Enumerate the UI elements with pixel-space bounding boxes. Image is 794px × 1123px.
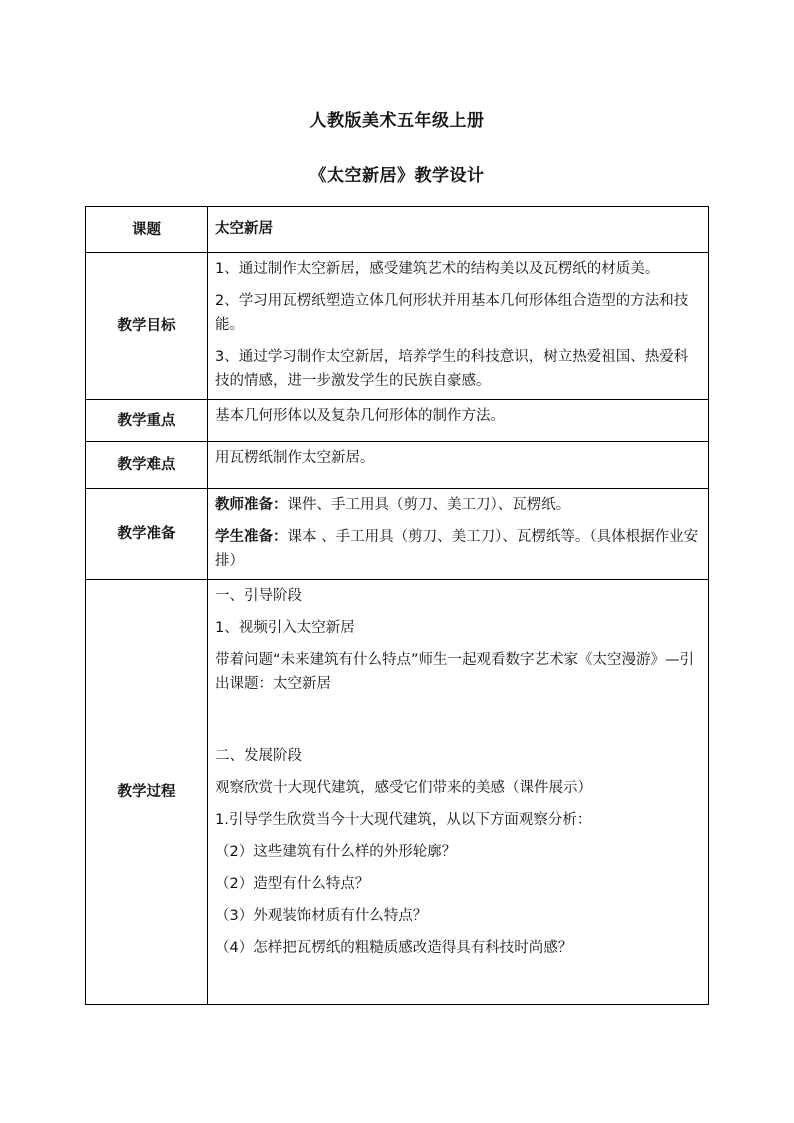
row-focus	[86, 400, 709, 442]
focus-label: 教学重点	[86, 400, 208, 442]
teacher-prep	[215, 493, 702, 517]
student-prep-text: 课本 、手工用具（剪刀、美工刀）、瓦楞纸等。（具体根据作业安排）	[215, 529, 699, 569]
goal-item: 1、通过制作太空新居，感受建筑艺术的结构美以及瓦楞纸的材质美。	[215, 261, 660, 277]
student-prep	[215, 525, 702, 573]
spacer	[215, 704, 702, 744]
topic-value: 太空新居	[215, 220, 273, 237]
stage2-step1: 1.引导学生欣赏当今十大现代建筑，从以下方面观察分析：	[215, 812, 592, 828]
question-item: （4）怎样把瓦楞纸的粗糙质感改造得具有科技时尚感？	[215, 940, 573, 956]
difficulty-label: 教学难点	[86, 442, 208, 489]
stage1-desc: 带着问题“未来建筑有什么特点”师生一起观看数字艺术家《太空漫游》—引出课题：太空新居	[215, 652, 695, 692]
difficulty-value: 用瓦楞纸制作太空新居。	[215, 450, 375, 466]
row-topic	[86, 207, 709, 253]
topic-label: 课题	[86, 207, 208, 253]
process-label: 教学过程	[86, 580, 208, 1005]
row-process	[86, 580, 709, 1005]
document-subtitle: 《太空新居》教学设计	[309, 166, 485, 186]
goals-label: 教学目标	[86, 253, 208, 400]
teacher-prep-label: 教师准备：	[215, 497, 288, 513]
teacher-prep-text: 课件、手工用具（剪刀、美工刀）、瓦楞纸。	[287, 497, 571, 513]
focus-value: 基本几何形体以及复杂几何形体的制作方法。	[215, 408, 505, 424]
document-title: 人教版美术五年级上册	[309, 111, 485, 131]
question-item: （2）这些建筑有什么样的外形轮廓？	[215, 844, 457, 860]
goal-item: 2、学习用瓦楞纸塑造立体几何形状并用基本几何形体组合造型的方法和技能。	[215, 293, 689, 333]
lesson-plan-table	[85, 206, 709, 1005]
question-item: （3）外观装饰材质有什么特点？	[215, 908, 428, 924]
row-difficulty	[86, 442, 709, 489]
stage1-step1: 1、视频引入太空新居	[215, 620, 355, 636]
stage1-title: 一、引导阶段	[215, 588, 302, 604]
prep-label: 教学准备	[86, 489, 208, 580]
row-prep	[86, 489, 709, 580]
row-goals	[86, 253, 709, 400]
question-item: （2）造型有什么特点？	[215, 876, 370, 892]
goal-item: 3、通过学习制作太空新居，培养学生的科技意识，树立热爱祖国、热爱科技的情感，进一步激发学生的民族自豪感。	[215, 349, 689, 389]
stage2-title: 二、发展阶段	[215, 748, 302, 764]
stage2-intro: 观察欣赏十大现代建筑，感受它们带来的美感（课件展示）	[215, 780, 592, 796]
student-prep-label: 学生准备：	[215, 529, 288, 545]
